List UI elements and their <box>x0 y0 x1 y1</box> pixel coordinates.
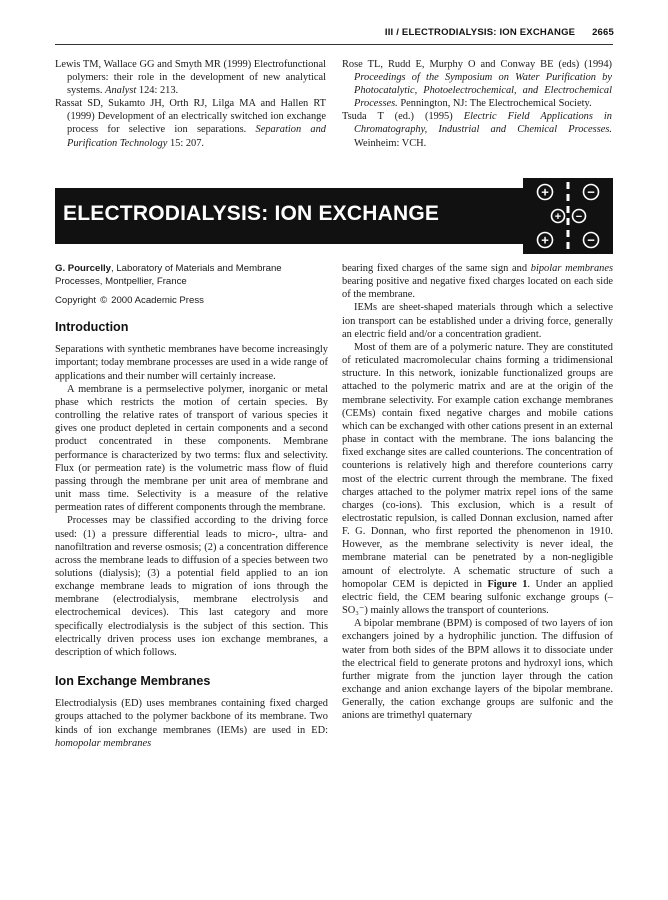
paragraph: Most of them are of a polymeric nature. They are constituted of reticulated macromolecular chains forming a tridimensional structure. In this network, ionizable functionalized groups are attached to the polymeric matrix and are at the origin of the membrane selectivity. For example cation exchange membranes (CEMs) contain fixed negative charges and mobile cations which can be exchanged with other cations present in an external phase in contact with the membrane. The ions balancing the fixed exchange sites are called counterions. The concentration of counterions is relatively high and therefore counterions carry most of the electric current through the membrane. The fixed charges attached to the polymer matrix repel ions of the same charges (co-ions). This exclusion, which is a result of electrostatic repulsion, is called Donnan exclusion, named after F. G. Donnan, who first reported the phenomenon in 1910. However, as the membrane selectivity is never ideal, the membrane material can be penetrated by a non-negligible amount of electrolyte. A schematic structure of such a homopolar CEM is depicted in Figure 1. Under an applied electric field, the CEM bearing sulfonic exchange groups (–SO₃⁻) mainly allows the transport of counterions. <box>342 341 613 617</box>
paragraph: IEMs are sheet-shaped materials through which a selective ion transport can be established under a driving force, generally an electric field and/or a concentration gradient. <box>342 302 613 340</box>
copyright-line: Copyright © 2000 Academic Press <box>55 295 204 306</box>
svg-text:−: − <box>587 232 595 248</box>
author-name: G. Pourcelly <box>55 263 111 274</box>
author-affiliation: , Laboratory of Materials and Membrane Processes, Montpellier, France <box>55 263 282 287</box>
paragraph: A bipolar membrane (BPM) is composed of two layers of ion exchangers joined by a hydrophilic junction. The diffusion of water from both sides of the BPM allows it to dissociate under the electrical field to generate protons and hydroxyl ions, which further migrate from the junction layer through the cation exchange and anion exchange layers of the bipolar membrane. Generally, the cation exchange groups are sulfonic and the anions are trimethyl quaternary <box>342 618 613 722</box>
header-rule <box>55 44 613 45</box>
svg-text:+: + <box>541 232 549 248</box>
svg-text:+: + <box>554 211 562 223</box>
section-heading-introduction: Introduction <box>55 320 129 335</box>
running-head <box>385 27 614 38</box>
references-left-column <box>55 58 326 150</box>
body-right-column <box>342 262 613 722</box>
paragraph: Electrodialysis (ED) uses membranes containing fixed charged groups attached to the polymer backbone of its membrane. Two kinds of ion exchange membranes (IEMs) are used in ED: homopolar membranes <box>55 698 328 749</box>
author-line <box>55 262 328 288</box>
svg-text:−: − <box>575 211 583 223</box>
references-right-column <box>342 58 612 150</box>
paragraph: Processes may be classified according to the driving force used: (1) a pressure differential leads to micro-, ultra- and nanofiltration and reverse osmosis; (2) a concentration difference across the membrane leads to diffusion of a species between two solutions (dialysis); (3) a potential field applied to an ion exchange membrane leads to migration of ions through the membrane (electrodialysis, membrane electrolysis and electrochemical devices). This last category and more specifically electrodialysis is the subject of this section. This electrically driven process uses ion exchange membranes, a description of which follows. <box>55 515 328 658</box>
paragraph: Separations with synthetic membranes have become increasingly important; today membrane processes are used in a wide range of applications and their number will certainly increase. <box>55 344 328 382</box>
reference-item: Tsuda T (ed.) (1995) Electric Field Applications in Chromatography, Industrial and Chemical Processes. Weinheim: VCH. <box>342 111 612 149</box>
reference-item: Rose TL, Rudd E, Murphy O and Conway BE (eds) (1994) Proceedings of the Symposium on Water Purification by Photocatalytic, Photoelectrochemical, and Electrochemical Processes. Pennington, NJ: The Electrochemical Society. <box>342 59 612 110</box>
paragraph: A membrane is a permselective polymer, inorganic or metal phase which restricts the motion of certain species. By controlling the relative rates of transport of various species it gives one product depleted in certain components and a second product concentrated in these components. Membrane performance is characterized by two terms: flux and selectivity. Flux (or permeation rate) is the volumetric mass flow of fluid passing through the membrane per unit area of membrane and unit mass time. Selectivity is a measure of the relative permeation rates of different components through the membrane. <box>55 383 328 514</box>
copyright-symbol: © <box>100 295 108 306</box>
article-title: ELECTRODIALYSIS: ION EXCHANGE <box>63 202 440 225</box>
ion-exchange-plus-minus-icon <box>523 178 613 254</box>
figure-reference: Figure 1 <box>487 578 528 590</box>
article-title-banner <box>55 184 613 248</box>
section-heading-ion-exchange-membranes: Ion Exchange Membranes <box>55 674 211 689</box>
paragraph: bearing fixed charges of the same sign and bipolar membranes bearing positive and negative fixed charges located on each side of the membrane. <box>342 263 613 301</box>
svg-text:+: + <box>541 184 549 200</box>
reference-item: Lewis TM, Wallace GG and Smyth MR (1999) Electrofunctional polymers: their role in the development of new analytical systems. Analyst 124: 213. <box>55 59 326 97</box>
page-number: 2665 <box>592 27 614 38</box>
reference-item: Rassat SD, Sukamto JH, Orth RJ, Lilga MA and Hallen RT (1999) Development of an electrically switched ion exchange process for selective ion separations. Separation and Purification Technology 15: 207. <box>55 98 326 149</box>
running-head-title: III / ELECTRODIALYSIS: ION EXCHANGE <box>384 27 576 38</box>
body-left-column <box>55 262 328 750</box>
svg-text:−: − <box>587 184 595 200</box>
